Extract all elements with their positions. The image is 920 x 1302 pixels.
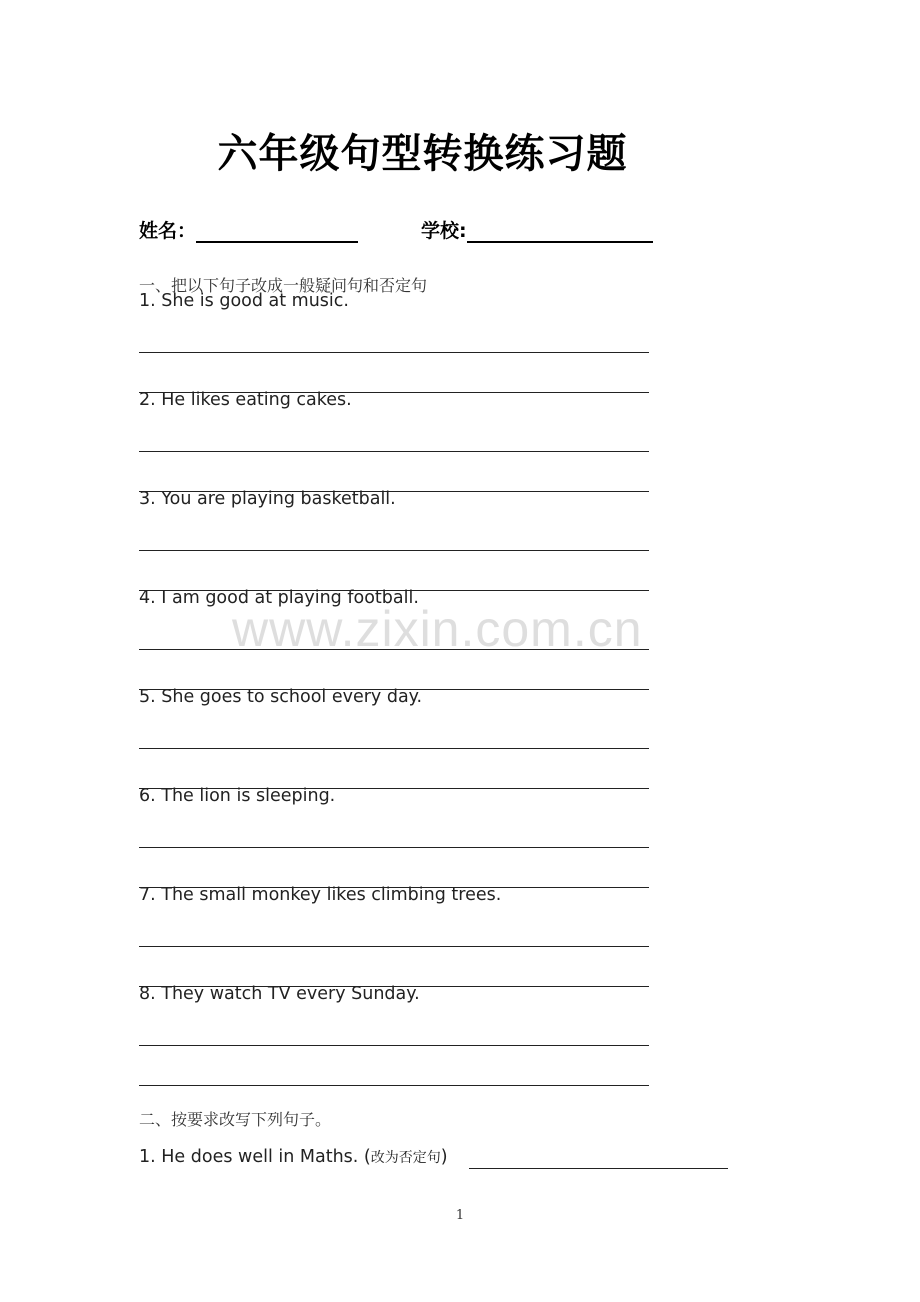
name-label: 姓名： <box>139 220 197 242</box>
answer-line[interactable] <box>139 847 649 848</box>
section-2-heading: 二、按要求改写下列句子。 <box>139 1110 332 1129</box>
question-5: 5. She goes to school every day. <box>139 687 423 707</box>
school-label: 学校: <box>421 220 467 242</box>
page-number: 1 <box>455 1208 465 1223</box>
question-close: ) <box>440 1147 448 1167</box>
question-8: 8. They watch TV every Sunday. <box>139 984 420 1004</box>
name-blank[interactable] <box>196 219 358 243</box>
question-2: 2. He likes eating cakes. <box>139 390 352 410</box>
question-hint: 改为否定句 <box>370 1150 441 1166</box>
question-text: 1. He does well in Maths. ( <box>139 1147 371 1167</box>
answer-line[interactable] <box>139 1045 649 1046</box>
answer-line[interactable] <box>139 649 649 650</box>
question-1: 1. She is good at music. <box>139 291 349 311</box>
worksheet-title: 六年级句型转换练习题 <box>217 130 628 177</box>
answer-line[interactable] <box>139 550 649 551</box>
question-7: 7. The small monkey likes climbing trees. <box>139 885 502 905</box>
answer-line[interactable] <box>469 1168 728 1169</box>
answer-line[interactable] <box>139 451 649 452</box>
answer-line[interactable] <box>139 748 649 749</box>
answer-line[interactable] <box>139 352 649 353</box>
question-3: 3. You are playing basketball. <box>139 489 396 509</box>
answer-line[interactable] <box>139 946 649 947</box>
name-field <box>139 216 358 243</box>
answer-line[interactable] <box>139 1085 649 1086</box>
school-blank[interactable] <box>467 219 653 243</box>
section-1-heading: 一、把以下句子改成一般疑问句和否定句 <box>139 276 428 295</box>
question-4: 4. I am good at playing football. <box>139 588 419 608</box>
watermark: www.zixin.com.cn <box>232 601 643 657</box>
section-2-question-1 <box>139 1147 448 1167</box>
question-6: 6. The lion is sleeping. <box>139 786 336 806</box>
school-field <box>421 216 653 243</box>
